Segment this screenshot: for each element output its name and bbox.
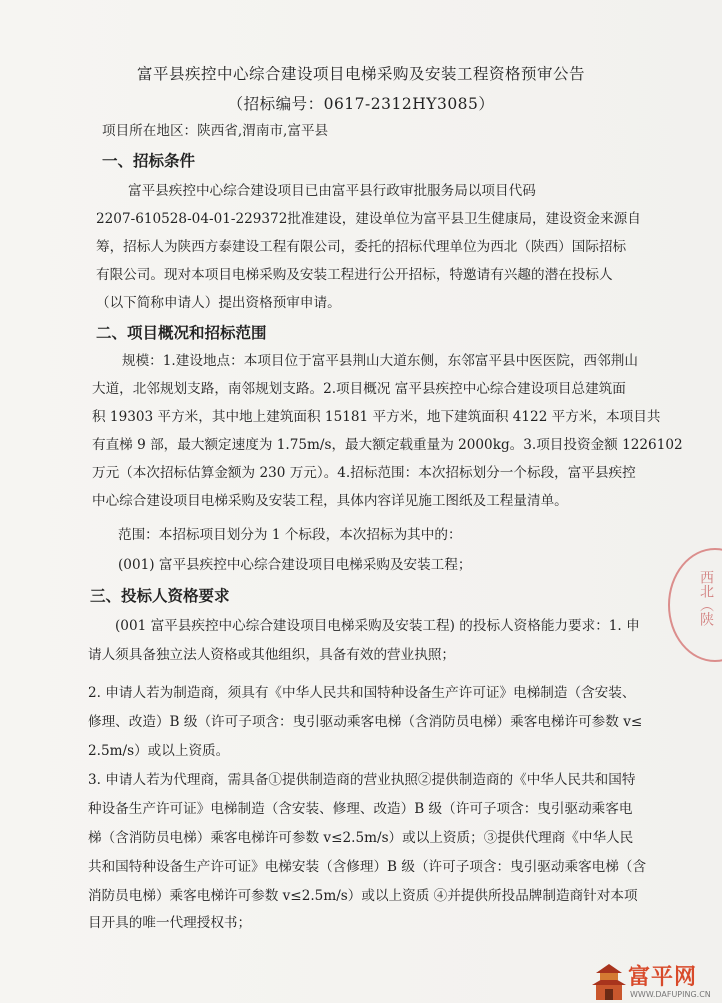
text-line: (001 富平县疾控中心综合建设项目电梯采购及安装工程) 的投标人资格能力要求：1. 申	[115, 618, 640, 634]
text-line: 梯（含消防员电梯）乘客电梯许可参数 v≤2.5m/s）或以上资质；③提供代理商《中华人民	[88, 830, 634, 846]
text-line: 消防员电梯）乘客电梯许可参数 v≤2.5m/s）或以上资质 ④并提供所投品牌制造商针对本项	[88, 888, 638, 904]
text-line: 2. 申请人若为制造商，须具有《中华人民共和国特种设备生产许可证》电梯制造（含安装、	[88, 685, 636, 701]
logo-url[interactable]: WWW.DAFUPING.CN	[630, 990, 711, 999]
text-line: 规模：1.建设地点：本项目位于富平县荆山大道东侧，东邻富平县中医医院，西邻荆山	[122, 353, 638, 369]
text-line: 请人须具备独立法人资格或其他组织，具备有效的营业执照；	[88, 647, 456, 663]
seal-text: 西北（陕	[698, 570, 714, 626]
tender-number: （招标编号：0617-2312HY3085）	[227, 95, 495, 113]
text-line: 富平县疾控中心综合建设项目已由富平县行政审批服务局以项目代码	[128, 183, 536, 199]
section-heading-2: 二、项目概况和招标范围	[96, 324, 267, 342]
text-line: 大道，北邻规划支路，南邻规划支路。2.项目概况 富平县疾控中心综合建设项目总建筑面	[92, 381, 626, 397]
document-title: 富平县疾控中心综合建设项目电梯采购及安装工程资格预审公告	[136, 65, 585, 83]
text-line: 万元（本次招标估算金额为 230 万元）。4.招标范围：本次招标划分一个标段，富平县疾控	[92, 465, 636, 481]
text-line: 种设备生产许可证》电梯制造（含安装、修理、改造）B 级（许可子项含：曳引驱动乘客电	[88, 801, 633, 817]
pagoda-icon	[592, 964, 626, 1000]
text-line: 修理、改造）B 级（许可子项含：曳引驱动乘客电梯（含消防员电梯）乘客电梯许可参数 v≤	[88, 714, 643, 730]
project-location: 项目所在地区：陕西省,渭南市,富平县	[102, 123, 329, 139]
scope-line: 范围：本招标项目划分为 1 个标段，本次招标为其中的：	[118, 527, 462, 543]
text-line: （以下简称申请人）提出资格预审申请。	[96, 295, 341, 311]
section-heading-3: 三、投标人资格要求	[90, 587, 230, 605]
text-line: 3. 申请人若为代理商，需具备①提供制造商的营业执照②提供制造商的《中华人民共和国特	[88, 772, 636, 788]
text-line: 2.5m/s）或以上资质。	[88, 743, 230, 759]
text-line: 共和国特种设备生产许可证》电梯安装（含修理）B 级（许可子项含：曳引驱动乘客电梯（含	[88, 859, 647, 875]
section-heading-1: 一、招标条件	[102, 152, 196, 170]
text-line: 积 19303 平方米，其中地上建筑面积 15181 平方米，地下建筑面积 4122 平方米，本项目共	[92, 409, 661, 425]
logo-text[interactable]: 富平网	[628, 965, 698, 990]
text-line: 筹，招标人为陕西方泰建设工程有限公司，委托的招标代理单位为西北（陕西）国际招标	[96, 239, 627, 255]
text-line: 有限公司。现对本项目电梯采购及安装工程进行公开招标，特邀请有兴趣的潜在投标人	[96, 267, 613, 283]
scope-line: (001) 富平县疾控中心综合建设项目电梯采购及安装工程；	[118, 557, 472, 573]
text-line: 目开具的唯一代理授权书；	[88, 915, 252, 931]
text-line: 中心综合建设项目电梯采购及安装工程，具体内容详见施工图纸及工程量清单。	[92, 493, 568, 509]
text-line: 有直梯 9 部，最大额定速度为 1.75m/s，最大额定载重量为 2000kg。3.项目投资金额 1226102	[92, 437, 683, 453]
text-line: 2207-610528-04-01-229372批准建设，建设单位为富平县卫生健康局，建设资金来源自	[96, 211, 641, 227]
